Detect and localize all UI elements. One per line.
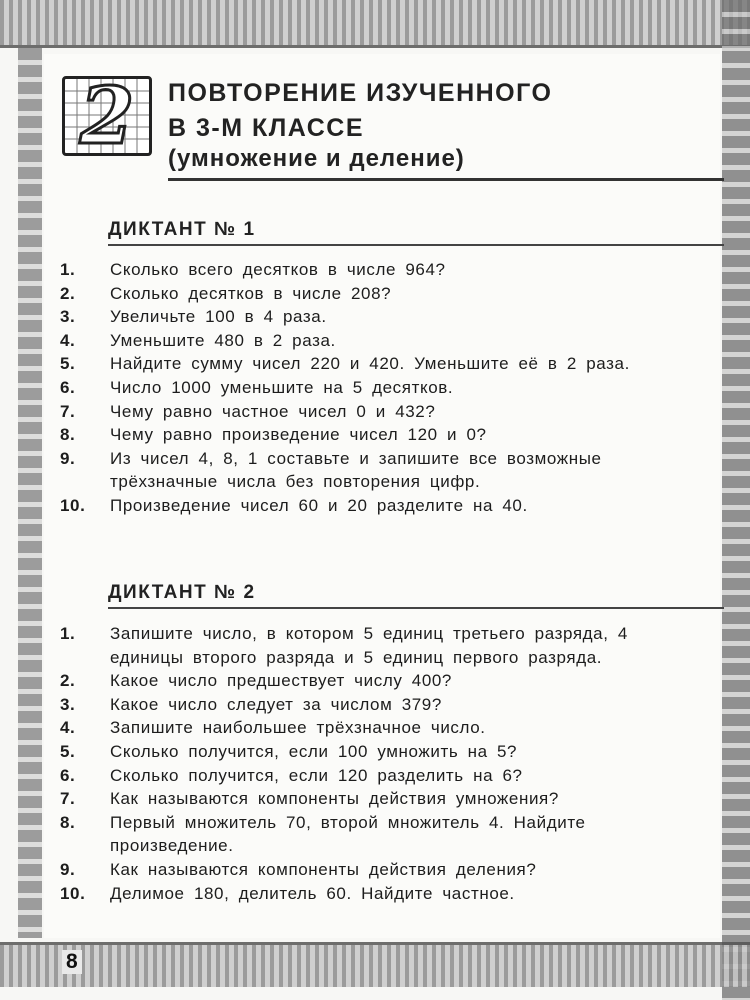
item-text: Сколько получится, если 100 умножить на 5? <box>110 741 518 761</box>
list-item <box>60 305 700 329</box>
item-text: Найдите сумму чисел 220 и 420. Уменьшите её в 2 раза. <box>110 354 630 374</box>
item-number: 1. <box>60 624 76 643</box>
list-item <box>60 282 700 306</box>
chapter-subtitle: (умножение и деление) <box>168 145 465 172</box>
dictation-2-heading: ДИКТАНТ № 2 <box>108 582 256 603</box>
list-item <box>60 882 700 906</box>
item-text: Чему равно частное чисел 0 и 432? <box>110 401 436 421</box>
item-text: Произведение чисел 60 и 20 разделите на 40. <box>110 495 528 515</box>
dictation-1-heading: ДИКТАНТ № 1 <box>108 219 256 240</box>
item-number: 8. <box>60 425 76 445</box>
item-number: 2. <box>60 671 76 691</box>
item-text: Из чисел 4, 8, 1 составьте и запишите все возможные трёхзначные числа без повторения цифр. <box>110 448 602 492</box>
left-border-strip <box>18 48 42 938</box>
item-text: Какое число предшествует числу 400? <box>110 671 452 691</box>
list-item <box>60 400 700 424</box>
dictation-2-list <box>60 622 700 905</box>
top-border-strip <box>0 0 750 48</box>
item-number: 1. <box>60 260 76 279</box>
item-number: 9. <box>60 448 76 468</box>
chapter-title <box>168 76 688 146</box>
dictation-1-list <box>60 258 700 518</box>
item-number: 8. <box>60 812 76 832</box>
list-item <box>60 787 700 811</box>
list-item <box>60 352 700 376</box>
bottom-border-strip <box>0 942 750 987</box>
title-divider <box>168 178 724 181</box>
chapter-number-badge <box>62 71 152 162</box>
item-text: Как называются компоненты действия умножения? <box>110 789 559 809</box>
item-number: 7. <box>60 789 76 809</box>
list-item <box>60 858 700 882</box>
page-number: 8 <box>62 950 82 974</box>
list-item <box>60 693 700 717</box>
item-number: 4. <box>60 718 76 738</box>
item-text: Первый множитель 70, второй множитель 4. Найдите произведение. <box>110 812 586 856</box>
chapter-number: 2 <box>79 71 135 162</box>
list-item <box>60 740 700 764</box>
item-text: Число 1000 уменьшите на 5 десятков. <box>110 377 454 397</box>
list-item <box>60 258 700 282</box>
list-item <box>60 669 700 693</box>
item-number: 7. <box>60 401 76 421</box>
item-number: 6. <box>60 377 76 397</box>
list-item <box>60 494 700 518</box>
item-number: 5. <box>60 741 76 761</box>
item-text: Делимое 180, делитель 60. Найдите частное. <box>110 883 515 903</box>
item-number: 4. <box>60 330 76 350</box>
list-item <box>60 764 700 788</box>
list-item <box>60 716 700 740</box>
item-text: Сколько десятков в числе 208? <box>110 283 392 303</box>
dictation-2-divider <box>108 607 724 609</box>
item-number: 10. <box>60 495 86 515</box>
item-number: 10. <box>60 883 86 903</box>
list-item <box>60 329 700 353</box>
item-text: Сколько получится, если 120 разделить на 6? <box>110 765 523 785</box>
item-text: Сколько всего десятков в числе 964? <box>110 260 446 279</box>
item-text: Запишите наибольшее трёхзначное число. <box>110 718 486 738</box>
list-item <box>60 622 700 669</box>
item-text: Уменьшите 480 в 2 раза. <box>110 330 336 350</box>
right-border-strip <box>722 0 750 1000</box>
item-text: Какое число следует за числом 379? <box>110 694 442 714</box>
dictation-1-divider <box>108 244 724 246</box>
item-number: 6. <box>60 765 76 785</box>
list-item <box>60 811 700 858</box>
chapter-title-line2: В 3-М КЛАССЕ <box>168 114 365 142</box>
list-item <box>60 447 700 494</box>
chapter-title-line1: ПОВТОРЕНИЕ ИЗУЧЕННОГО <box>168 79 553 107</box>
item-text: Чему равно произведение чисел 120 и 0? <box>110 425 487 445</box>
item-number: 2. <box>60 283 76 303</box>
item-number: 5. <box>60 354 76 374</box>
item-text: Как называются компоненты действия деления? <box>110 859 537 879</box>
list-item <box>60 423 700 447</box>
item-text: Запишите число, в котором 5 единиц третьего разряда, 4 единицы второго разряда и 5 единиц первого разряда. <box>110 624 628 667</box>
item-number: 3. <box>60 307 76 327</box>
item-number: 3. <box>60 694 76 714</box>
item-number: 9. <box>60 859 76 879</box>
item-text: Увеличьте 100 в 4 раза. <box>110 307 327 327</box>
list-item <box>60 376 700 400</box>
